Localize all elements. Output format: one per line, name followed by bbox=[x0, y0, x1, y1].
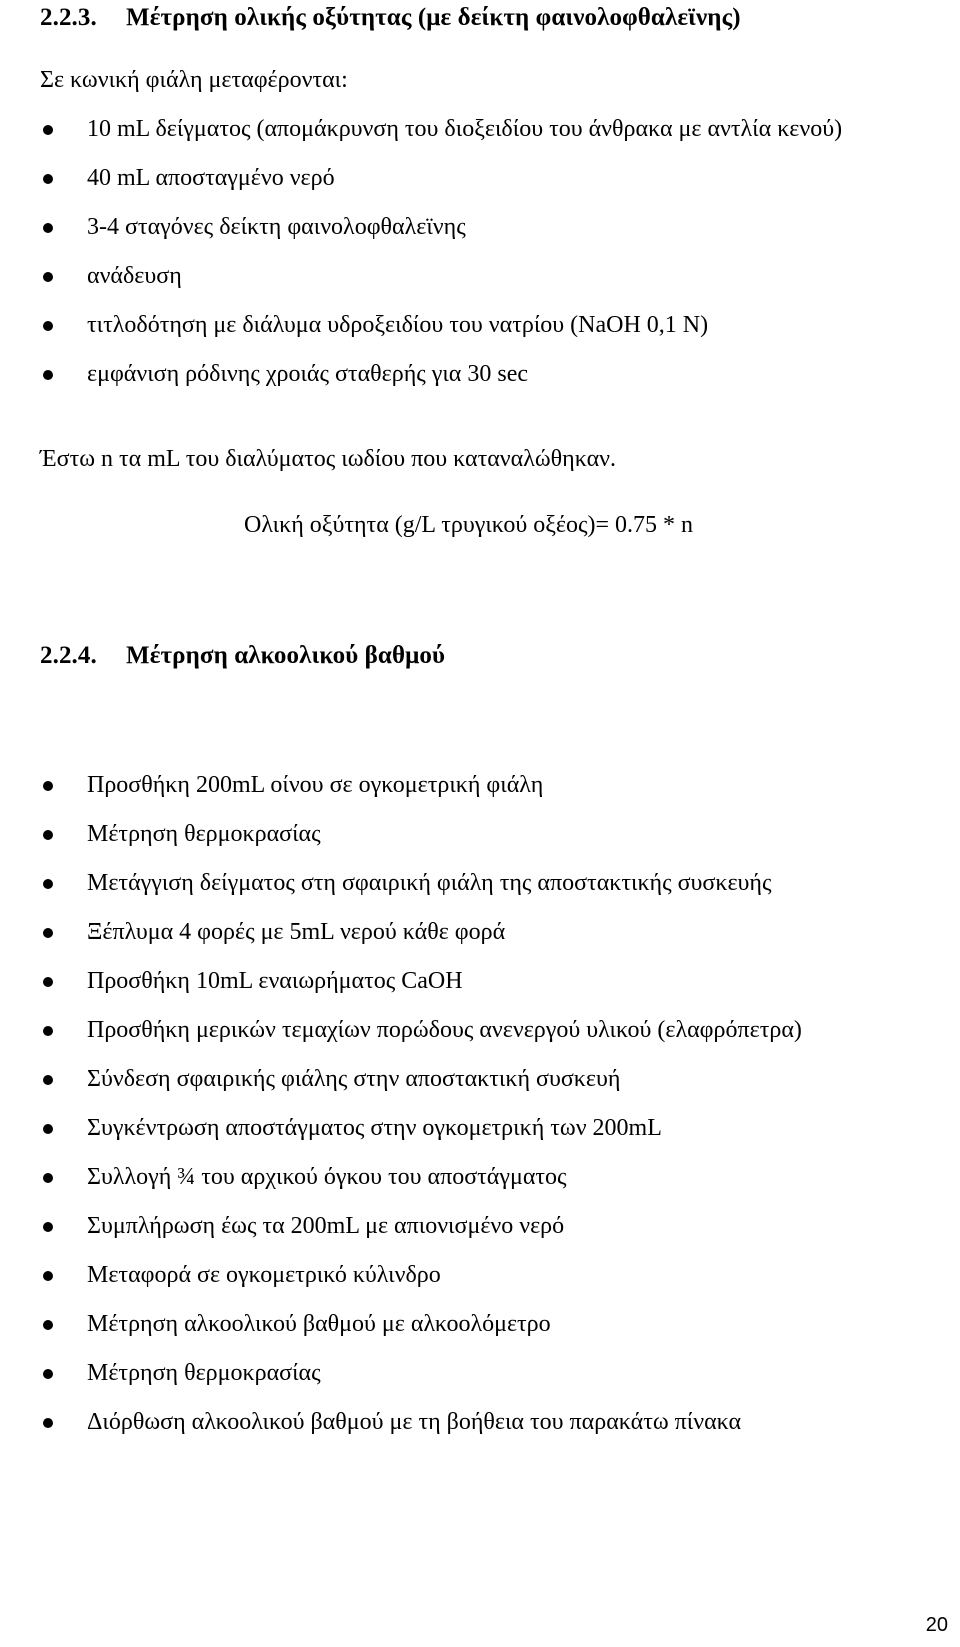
bullet-icon bbox=[43, 1271, 53, 1281]
list-item-label: Μεταφορά σε ογκομετρικό κύλινδρο bbox=[87, 1262, 441, 1288]
formula-text: Ολική οξύτητα (g/L τρυγικού οξέος)= 0.75 * n bbox=[244, 512, 694, 538]
list-item-label: Ξέπλυμα 4 φορές με 5mL νερού κάθε φορά bbox=[87, 919, 506, 945]
bullet-icon bbox=[43, 174, 53, 184]
list-item-label: 3-4 σταγόνες δείκτη φαινολοφθαλεϊνης bbox=[87, 214, 466, 240]
list-item-label: Προσθήκη 10mL εναιωρήματος CaOH bbox=[87, 968, 463, 994]
bullet-icon bbox=[43, 1369, 53, 1379]
list-item-label: Προσθήκη μερικών τεμαχίων πορώδους ανενεργού υλικού (ελαφρόπετρα) bbox=[87, 1017, 802, 1043]
section-title: Μέτρηση αλκοολικού βαθμού bbox=[126, 642, 446, 669]
bullet-icon bbox=[43, 223, 53, 233]
section-number: 2.2.3. bbox=[40, 4, 97, 31]
bullet-icon bbox=[43, 830, 53, 840]
bullet-icon bbox=[43, 1320, 53, 1330]
bullet-icon bbox=[43, 1026, 53, 1036]
note-text: Έστω n τα mL του διαλύματος ιωδίου που καταναλώθηκαν. bbox=[40, 446, 617, 472]
intro-text: Σε κωνική φιάλη μεταφέρονται: bbox=[40, 67, 348, 93]
bullet-icon bbox=[43, 1418, 53, 1428]
list-item-label: Σύνδεση σφαιρικής φιάλης στην αποστακτική συσκευή bbox=[87, 1066, 621, 1092]
page-number: 20 bbox=[925, 1614, 948, 1636]
bullet-icon bbox=[43, 1222, 53, 1232]
section-title: Μέτρηση ολικής οξύτητας (με δείκτη φαινολοφθαλεϊνης) bbox=[126, 4, 741, 31]
list-item-label: εμφάνιση ρόδινης χροιάς σταθερής για 30 sec bbox=[87, 361, 529, 387]
section-number: 2.2.4. bbox=[40, 642, 97, 669]
section-heading-2-2-3 bbox=[40, 4, 741, 32]
bullet-icon bbox=[43, 879, 53, 889]
bullet-icon bbox=[43, 1173, 53, 1183]
bullet-icon bbox=[43, 321, 53, 331]
list-item-label: Μέτρηση αλκοολικού βαθμού με αλκοολόμετρο bbox=[87, 1311, 551, 1337]
bullet-icon bbox=[43, 370, 53, 380]
list-item-label: Μέτρηση θερμοκρασίας bbox=[87, 1360, 321, 1386]
list-item-label: Συλλογή ¾ του αρχικού όγκου του αποστάγματος bbox=[87, 1164, 567, 1190]
list-item-label: Διόρθωση αλκοολικού βαθμού με τη βοήθεια του παρακάτω πίνακα bbox=[87, 1409, 742, 1435]
section-heading-2-2-4 bbox=[40, 642, 445, 670]
bullet-icon bbox=[43, 781, 53, 791]
bullet-icon bbox=[43, 928, 53, 938]
bullet-icon bbox=[43, 977, 53, 987]
list-item-label: Προσθήκη 200mL οίνου σε ογκομετρική φιάλη bbox=[87, 772, 544, 798]
bullet-icon bbox=[43, 1124, 53, 1134]
list-item-label: 40 mL αποσταγμένο νερό bbox=[87, 165, 335, 191]
list-item-label: ανάδευση bbox=[87, 263, 182, 289]
bullet-icon bbox=[43, 125, 53, 135]
bullet-icon bbox=[43, 1075, 53, 1085]
list-item-label: Μέτρηση θερμοκρασίας bbox=[87, 821, 321, 847]
list-item-label: Συγκέντρωση αποστάγματος στην ογκομετρική των 200mL bbox=[87, 1115, 662, 1141]
list-item-label: 10 mL δείγματος (απομάκρυνση του διοξειδίου του άνθρακα με αντλία κενού) bbox=[87, 116, 843, 142]
list-item-label: τιτλοδότηση με διάλυμα υδροξειδίου του νατρίου (NaOH 0,1 N) bbox=[87, 312, 709, 338]
list-item-label: Συμπλήρωση έως τα 200mL με απιονισμένο νερό bbox=[87, 1213, 565, 1239]
list-item-label: Μετάγγιση δείγματος στη σφαιρική φιάλη της αποστακτικής συσκευής bbox=[87, 870, 772, 896]
bullet-icon bbox=[43, 272, 53, 282]
